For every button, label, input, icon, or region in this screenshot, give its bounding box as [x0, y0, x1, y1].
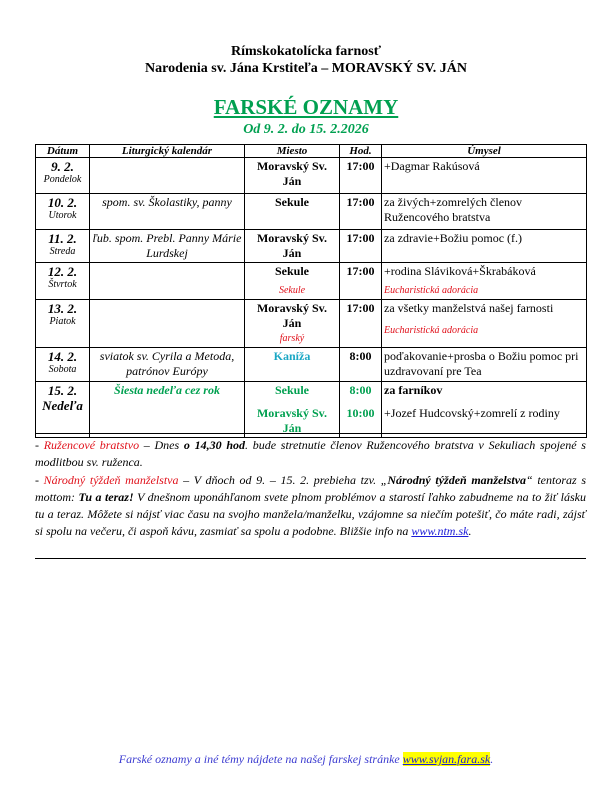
spacer: [384, 398, 584, 406]
notice-rosary: [35, 437, 586, 471]
notice-text: – V dňoch od 9. – 15. 2. prebieha tzv. „: [178, 473, 388, 487]
spacer: [247, 398, 337, 406]
table-row: [36, 230, 587, 263]
header-liturgy: Liturgický kalendár: [90, 145, 245, 158]
spacer: [342, 398, 379, 406]
table-row: [36, 348, 587, 382]
time-cell: [340, 382, 382, 438]
ntm-link[interactable]: www.ntm.sk: [411, 524, 469, 538]
liturgy-cell: [90, 158, 245, 194]
table-row: [36, 263, 587, 300]
table-row: [36, 300, 587, 348]
row-date: 14. 2.: [47, 349, 78, 364]
row-day: Utorok: [48, 210, 77, 221]
notice-text: . bude stretnutie členov Ružencového bratstva v Sekuliach spojené s modlitbou sv. ruženca.: [35, 438, 586, 469]
time-cell: 17:00: [340, 158, 382, 194]
row-date: 9. 2.: [51, 159, 74, 174]
date-cell: [36, 348, 90, 382]
notice-label: Národný týždeň manželstva: [43, 473, 179, 487]
place-cell: Moravský Sv. Ján: [245, 158, 340, 194]
notice-text: .: [468, 524, 472, 538]
liturgy-cell: [90, 300, 245, 348]
intention-cell: [382, 300, 587, 348]
table-row: [36, 382, 587, 438]
place-name-2: Moravský Sv. Ján: [256, 406, 327, 435]
notice-time: o 14,30 hod: [183, 438, 246, 452]
date-cell: [36, 158, 90, 194]
table-header-row: [36, 145, 587, 158]
place-note: Sekule: [278, 285, 306, 296]
liturgy-cell: ľub. spom. Prebl. Panny Márie Lurdskej: [90, 230, 245, 263]
row-day: Sobota: [48, 364, 77, 375]
footer-text: Farské oznamy a iné témy nájdete na našej farskej stránke: [118, 752, 403, 766]
website-link[interactable]: www.svjan.fara.sk: [402, 752, 491, 766]
row-day: Nedeľa: [42, 398, 83, 413]
intention-cell: za živých+zomrelých členov Ružencového bratstva: [382, 194, 587, 230]
dash: -: [35, 438, 44, 452]
intention-cell: poďakovanie+prosba o Božiu pomoc pri uzdravovaní pre Tea: [382, 348, 587, 382]
time-cell: 17:00: [340, 194, 382, 230]
row-day: Piatok: [49, 316, 76, 327]
time-cell: 17:00: [340, 230, 382, 263]
dash: -: [35, 473, 44, 487]
date-cell: [36, 263, 90, 300]
table-row: [36, 194, 587, 230]
notice-text: “ tentoraz s mottom:: [35, 473, 587, 504]
row-date: 13. 2.: [47, 301, 78, 316]
header-intention: Úmysel: [382, 145, 587, 158]
date-cell: [36, 194, 90, 230]
row-date: 15. 2.: [47, 383, 78, 398]
footer-text: .: [490, 752, 494, 766]
header-time: Hod.: [340, 145, 382, 158]
liturgy-cell: Šiesta nedeľa cez rok: [90, 382, 245, 438]
place-cell: Moravský Sv. Ján: [245, 230, 340, 263]
schedule-table: [35, 144, 587, 438]
parish-name: Rímskokatolícka farnosť: [230, 44, 382, 59]
page-title: FARSKÉ OZNAMY: [213, 95, 399, 119]
liturgy-cell: spom. sv. Školastiky, panny: [90, 194, 245, 230]
notice-bold: Národný týždeň manželstva: [387, 473, 527, 487]
header-place: Miesto: [245, 145, 340, 158]
place-name: Sekule: [274, 383, 309, 397]
notice-label: Ružencové bratstvo: [43, 438, 140, 452]
adoration-note: Eucharistická adorácia: [384, 325, 479, 336]
notice-motto: Tu a teraz!: [78, 490, 134, 504]
row-date: 12. 2.: [47, 264, 78, 279]
row-day: Pondelok: [43, 174, 82, 185]
place-name: Moravský Sv. Ján: [256, 301, 327, 330]
place-note: farský: [279, 333, 305, 344]
divider-top: [35, 433, 586, 434]
intention-cell: [382, 382, 587, 438]
liturgy-cell: sviatok sv. Cyrila a Metoda, patrónov Európy: [90, 348, 245, 382]
header-date: Dátum: [36, 145, 90, 158]
time-cell: 17:00: [340, 300, 382, 348]
intention-text: +rodina Sláviková+Škrabáková: [384, 264, 536, 278]
row-date: 11. 2.: [48, 231, 77, 246]
notice-text: V dnešnom uponáhľanom svete plnom problémov a starostí ľahko zabudneme na to žiť lásku tu a teraz. Môžete si nájsť viac času na svojho manžela/manželku, vzájomne sa niečím potešiť, čo máte radi, zájsť si spolu na večeru, či aspoň kávu, zasmiať sa spolu a podobne. Bližšie info na: [35, 490, 587, 538]
place-cell: [245, 300, 340, 348]
intention-cell: za zdravie+Božiu pomoc (f.): [382, 230, 587, 263]
row-date: 10. 2.: [47, 195, 78, 210]
adoration-note: Eucharistická adorácia: [384, 285, 479, 296]
table-row: [36, 158, 587, 194]
liturgy-cell: [90, 263, 245, 300]
footer: [0, 752, 612, 767]
intention-cell: +Dagmar Rakúsová: [382, 158, 587, 194]
notice-marriage-week: [35, 472, 586, 540]
date-cell: [36, 382, 90, 438]
row-day: Štvrtok: [48, 279, 77, 290]
place-cell: [245, 263, 340, 300]
time-1: 8:00: [349, 383, 372, 397]
intention-text: za všetky manželstvá našej farnosti: [384, 301, 554, 315]
parish-subtitle: Narodenia sv. Jána Krstiteľa – MORAVSKÝ SV. JÁN: [145, 61, 467, 76]
place-cell: Kaníža: [245, 348, 340, 382]
place-cell: [245, 382, 340, 438]
divider-bottom: [35, 558, 586, 559]
intention-text-2: +Jozef Hudcovský+zomrelí z rodiny: [384, 406, 560, 420]
date-cell: [36, 230, 90, 263]
place-cell: Sekule: [245, 194, 340, 230]
time-cell: 8:00: [340, 348, 382, 382]
intention-text: za farníkov: [384, 383, 443, 397]
date-range: Od 9. 2. do 15. 2.2026: [243, 122, 369, 137]
notice-text: – Dnes: [139, 438, 184, 452]
row-day: Streda: [49, 246, 76, 257]
intention-cell: [382, 263, 587, 300]
date-cell: [36, 300, 90, 348]
time-2: 10:00: [346, 406, 375, 420]
place-name: Sekule: [274, 264, 309, 278]
time-cell: 17:00: [340, 263, 382, 300]
